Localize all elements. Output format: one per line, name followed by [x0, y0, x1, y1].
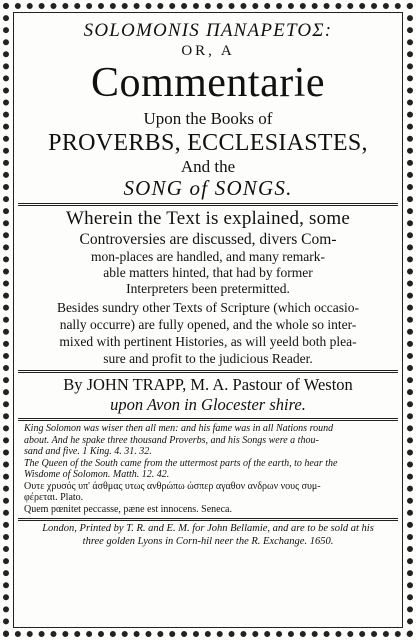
author-block [18, 375, 398, 415]
divider [18, 418, 398, 421]
description-line: mon-places are handled, and many remark- [91, 249, 325, 264]
title-upon: Upon the Books of [143, 109, 273, 128]
description-block [18, 208, 398, 297]
imprint [18, 523, 398, 548]
description-line: able matters hinted, that had by former [103, 265, 313, 280]
epigraph-line: The Queen of the South came from the uttermost parts of the earth, to hear the [24, 457, 338, 469]
besides-line: mixed with pertinent Histories, as will yeeld both plea- [59, 334, 357, 349]
title-commentarie: Commentarie [90, 60, 326, 106]
title-books: PROVERBS, ECCLESIASTES, [48, 130, 368, 156]
besides-line: nally occurre) are fully opened, and the whole so inter- [59, 317, 357, 332]
title-line-or: OR, A [181, 43, 235, 59]
besides-block [18, 299, 398, 367]
epigraph-line: about. And he spake three thousand Proverbs, and his Songs were a thou- [24, 434, 319, 446]
title-page-content [18, 18, 398, 624]
author-line: upon Avon in Glocester shire. [110, 395, 306, 414]
epigraph-line: sand and five. 1 King. 4. 31. 32. [24, 446, 152, 457]
epigraph-line: Ουτε χρυσός υπ' άσθμας υτως ανθρώπω ώσπερ αγαθον ανδρων νους συμ- [24, 480, 321, 492]
imprint-line: London, Printed by T. R. and E. M. for John Bellamie, and are to be sold at his [42, 523, 374, 534]
epigraph-line: Wisdome of Solomon. Matth. 12. 42. [24, 469, 170, 480]
epigraphs [18, 423, 398, 515]
description-line: Controversies are discussed, divers Com- [79, 231, 337, 248]
epigraph-line: φέρεται. Plato. [24, 492, 84, 503]
besides-line: Besides sundry other Texts of Scripture (which occasio- [56, 300, 360, 315]
author-line: By JOHN TRAPP, M. A. Pastour of Weston [63, 375, 353, 394]
description-line: Wherein the Text is explained, some [66, 208, 350, 229]
besides-line: sure and profit to the judicious Reader. [103, 351, 313, 366]
title-song-of-songs: SONG of SONGS. [123, 176, 293, 200]
divider [18, 370, 398, 373]
description-line: Interpreters been pretermitted. [126, 281, 290, 296]
epigraph-line: King Solomon was wiser then all men: and his fame was in all Nations round [24, 423, 334, 434]
divider [18, 203, 398, 206]
imprint-line: three golden Lyons in Corn-hil neer the R. Exchange. 1650. [82, 535, 334, 547]
title-line-greek: SOLOMONIS ΠΑΝΑΡΕΤΟΣ: [83, 20, 333, 41]
divider [18, 518, 398, 521]
title-and-the: And the [180, 157, 236, 176]
epigraph-line: Quem pœnitet peccasse, pæne est innocens. Seneca. [24, 503, 232, 515]
